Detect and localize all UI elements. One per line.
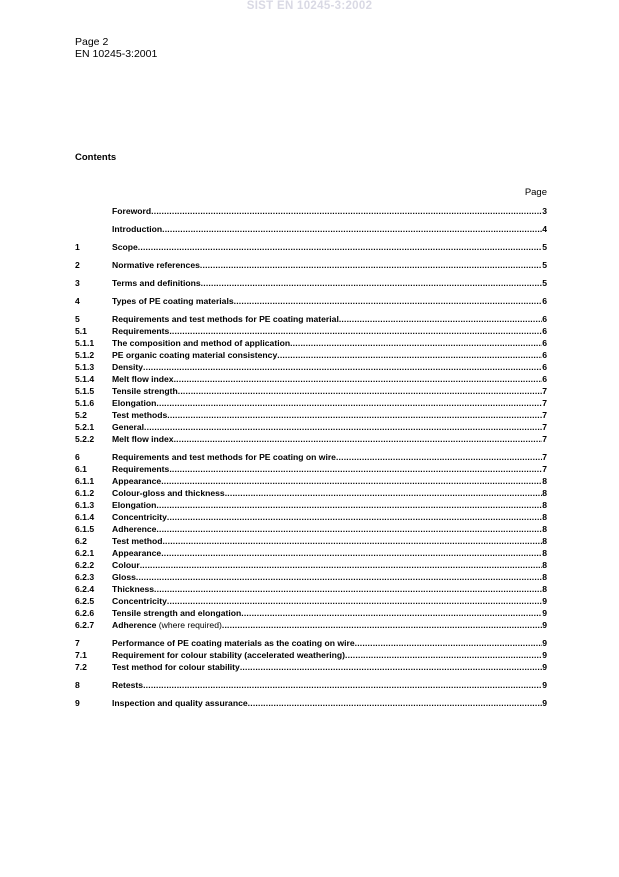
toc-entry-title: Melt flow index (112, 374, 174, 384)
toc-entry-title: Concentricity (112, 596, 167, 606)
toc-entry[interactable] (75, 421, 547, 433)
toc-entry[interactable] (75, 637, 547, 649)
watermark: SIST EN 10245-3:2002 (246, 0, 373, 12)
toc-entry-page: 8 (542, 476, 547, 486)
dot-leader (174, 433, 543, 445)
toc-entry-page: 7 (542, 464, 547, 474)
toc-entry-page: 9 (542, 650, 547, 660)
toc-entry-number: 5.1.2 (75, 350, 95, 360)
table-of-contents (75, 205, 547, 709)
toc-entry-page: 9 (542, 608, 547, 618)
dot-leader (136, 571, 542, 583)
toc-entry-number: 5.1.1 (75, 338, 95, 348)
toc-entry-number: 5.1.5 (75, 386, 95, 396)
dot-leader (355, 637, 543, 649)
toc-entry-title: Test methods (112, 410, 168, 420)
dot-leader (336, 451, 542, 463)
toc-entry-page: 6 (542, 362, 547, 372)
toc-entry-title: Density (112, 362, 144, 372)
page-number: Page 2 (75, 36, 109, 48)
toc-entry-page: 7 (542, 422, 547, 432)
dot-leader (156, 499, 542, 511)
toc-entry-page: 9 (542, 698, 547, 708)
toc-entry-number: 7.1 (75, 650, 87, 660)
toc-entry-number: 4 (75, 296, 80, 306)
toc-entry[interactable] (75, 583, 547, 595)
toc-entry[interactable] (75, 661, 547, 673)
toc-entry-number: 1 (75, 242, 80, 252)
toc-entry-number: 6.1.1 (75, 476, 95, 486)
toc-entry-title: Test method (112, 536, 163, 546)
toc-entry-title: Test method for colour stability (112, 662, 240, 672)
toc-entry-page: 9 (542, 680, 547, 690)
toc-entry-page: 7 (542, 386, 547, 396)
toc-entry[interactable] (75, 535, 547, 547)
toc-entry-number: 7 (75, 638, 80, 648)
toc-entry-number: 5.1.3 (75, 362, 95, 372)
toc-entry[interactable] (75, 451, 547, 463)
toc-entry-page: 5 (542, 242, 547, 252)
toc-entry[interactable] (75, 397, 547, 409)
toc-entry-title: The composition and method of application (112, 338, 291, 348)
toc-entry-number: 2 (75, 260, 80, 270)
toc-entry-number: 6 (75, 452, 80, 462)
toc-entry[interactable] (75, 511, 547, 523)
toc-entry-number: 6.2.3 (75, 572, 95, 582)
toc-entry-title: Performance of PE coating materials as the coating on wire (112, 638, 355, 648)
toc-entry-page: 7 (542, 410, 547, 420)
toc-entry-title: Introduction (112, 224, 163, 234)
dot-leader (240, 661, 542, 673)
toc-entry-number: 9 (75, 698, 80, 708)
toc-entry-page: 9 (542, 620, 547, 630)
dot-leader (169, 463, 542, 475)
toc-entry-page: 8 (542, 500, 547, 510)
toc-entry-page: 5 (542, 260, 547, 270)
dot-leader (154, 583, 542, 595)
toc-entry-title: Tensile strength (112, 386, 178, 396)
toc-entry[interactable] (75, 361, 547, 373)
dot-leader (167, 595, 542, 607)
toc-entry-title: Adherence (112, 524, 157, 534)
toc-entry-page: 7 (542, 398, 547, 408)
toc-entry-page: 8 (542, 548, 547, 558)
toc-entry[interactable] (75, 433, 547, 445)
toc-entry-title: Melt flow index (112, 434, 174, 444)
dot-leader (138, 241, 542, 253)
toc-entry-number: 5.2.2 (75, 434, 95, 444)
toc-entry[interactable] (75, 475, 547, 487)
toc-entry-title: Scope (112, 242, 138, 252)
toc-entry-number: 6.1.3 (75, 500, 95, 510)
toc-entry-title: Requirements and test methods for PE coating material (112, 314, 339, 324)
toc-entry[interactable] (75, 241, 547, 253)
toc-entry-number: 6.2.5 (75, 596, 95, 606)
dot-leader (234, 295, 543, 307)
toc-entry-title: Gloss (112, 572, 136, 582)
dot-leader (201, 277, 543, 289)
dot-leader (161, 475, 542, 487)
toc-entry-number: 6.1.5 (75, 524, 95, 534)
dot-leader (290, 337, 542, 349)
toc-entry-page: 6 (542, 296, 547, 306)
toc-entry-number: 6.2.7 (75, 620, 95, 630)
toc-entry-title: Requirements (112, 326, 170, 336)
dot-leader (167, 511, 542, 523)
toc-entry-title: Types of PE coating materials (112, 296, 234, 306)
toc-entry-number: 6.2 (75, 536, 87, 546)
toc-entry-page: 6 (542, 350, 547, 360)
toc-entry-page: 8 (542, 524, 547, 534)
toc-entry-number: 6.2.2 (75, 560, 95, 570)
toc-entry-title: Colour-gloss and thickness (112, 488, 225, 498)
toc-entry-number: 5.1.4 (75, 374, 95, 384)
toc-entry-number: 6.2.4 (75, 584, 95, 594)
toc-entry-page: 6 (542, 374, 547, 384)
toc-entry-page: 7 (542, 452, 547, 462)
toc-entry-page: 6 (542, 338, 547, 348)
toc-entry[interactable] (75, 649, 547, 661)
toc-entry-page: 8 (542, 584, 547, 594)
toc-entry-page: 9 (542, 638, 547, 648)
toc-entry[interactable] (75, 487, 547, 499)
dot-leader (162, 223, 542, 235)
toc-entry-title: Foreword (112, 206, 152, 216)
toc-entry-title: Retests (112, 680, 144, 690)
toc-entry[interactable] (75, 325, 547, 337)
toc-entry-page: 9 (542, 662, 547, 672)
dot-leader (169, 325, 542, 337)
dot-leader (174, 373, 543, 385)
toc-entry-title: Tensile strength and elongation (112, 608, 242, 618)
toc-entry[interactable] (75, 385, 547, 397)
toc-entry[interactable] (75, 523, 547, 535)
toc-entry[interactable] (75, 259, 547, 271)
toc-entry-number: 5.1 (75, 326, 87, 336)
dot-leader (339, 313, 542, 325)
toc-entry-number: 6.1.4 (75, 512, 95, 522)
dot-leader (200, 259, 542, 271)
toc-entry-page: 9 (542, 596, 547, 606)
toc-entry[interactable] (75, 547, 547, 559)
page-header (75, 36, 157, 60)
toc-entry-number: 5.1.6 (75, 398, 95, 408)
toc-entry-number: 6.2.1 (75, 548, 95, 558)
contents-heading: Contents (75, 152, 117, 163)
toc-entry-title: PE organic coating material consistency (112, 350, 278, 360)
toc-entry[interactable] (75, 679, 547, 691)
toc-entry-title: Concentricity (112, 512, 167, 522)
toc-entry-title: Requirement for colour stability (accelerated weathering) (112, 650, 346, 660)
toc-entry[interactable] (75, 463, 547, 475)
toc-entry-page: 3 (542, 206, 547, 216)
toc-entry-number: 7.2 (75, 662, 87, 672)
dot-leader (144, 421, 542, 433)
dot-leader (241, 607, 542, 619)
toc-entry[interactable] (75, 571, 547, 583)
document-id: EN 10245-3:2001 (75, 48, 158, 60)
toc-entry-title: Appearance (112, 476, 162, 486)
toc-entry[interactable] (75, 409, 547, 421)
toc-entry-title: Requirements (112, 464, 170, 474)
dot-leader (151, 205, 542, 217)
toc-entry-title: Elongation (112, 398, 157, 408)
toc-entry[interactable] (75, 349, 547, 361)
toc-entry-page: 5 (542, 278, 547, 288)
dot-leader (167, 409, 542, 421)
dot-leader (277, 349, 542, 361)
toc-entry-title: Appearance (112, 548, 162, 558)
page-column-label: Page (524, 187, 547, 198)
dot-leader (140, 559, 543, 571)
dot-leader (156, 523, 542, 535)
toc-entry-page: 8 (542, 536, 547, 546)
toc-entry-page: 4 (542, 224, 547, 234)
toc-entry-title: General (112, 422, 145, 432)
toc-entry[interactable] (75, 499, 547, 511)
toc-entry-number: 3 (75, 278, 80, 288)
toc-entry[interactable] (75, 337, 547, 349)
toc-entry-title: Inspection and quality assurance (112, 698, 248, 708)
toc-entry-title: Adherence (where required) (112, 620, 222, 630)
toc-entry[interactable] (75, 373, 547, 385)
toc-entry-title: Requirements and test methods for PE coating on wire (112, 452, 336, 462)
dot-leader (178, 385, 542, 397)
dot-leader (248, 697, 543, 709)
toc-entry-number: 5 (75, 314, 80, 324)
toc-entry[interactable] (75, 595, 547, 607)
toc-entry-number: 5.2.1 (75, 422, 95, 432)
toc-entry-title: Thickness (112, 584, 155, 594)
toc-entry[interactable] (75, 205, 547, 217)
toc-entry-number: 6.1 (75, 464, 87, 474)
toc-entry-title: Colour (112, 560, 140, 570)
toc-entry-title: Terms and definitions (112, 278, 201, 288)
toc-entry-page: 8 (542, 572, 547, 582)
toc-entry-page: 6 (542, 314, 547, 324)
toc-entry[interactable] (75, 559, 547, 571)
toc-entry-page: 8 (542, 560, 547, 570)
toc-entry-page: 8 (542, 512, 547, 522)
dot-leader (143, 361, 542, 373)
toc-entry-number: 8 (75, 680, 80, 690)
toc-entry-title: Normative references (112, 260, 200, 270)
toc-entry-number: 5.2 (75, 410, 87, 420)
toc-entry-page: 6 (542, 326, 547, 336)
toc-entry[interactable] (75, 313, 547, 325)
dot-leader (162, 535, 542, 547)
toc-entry[interactable] (75, 619, 547, 631)
toc-entry[interactable] (75, 697, 547, 709)
toc-entry-number: 6.1.2 (75, 488, 95, 498)
toc-entry-page: 7 (542, 434, 547, 444)
toc-entry-note: (where required) (156, 620, 222, 630)
toc-entry-number: 6.2.6 (75, 608, 95, 618)
dot-leader (345, 649, 542, 661)
toc-entry[interactable] (75, 607, 547, 619)
toc-entry[interactable] (75, 277, 547, 289)
toc-entry-page: 8 (542, 488, 547, 498)
dot-leader (143, 679, 542, 691)
toc-entry[interactable] (75, 295, 547, 307)
toc-entry[interactable] (75, 223, 547, 235)
dot-leader (225, 487, 543, 499)
toc-entry-title: Elongation (112, 500, 157, 510)
dot-leader (156, 397, 542, 409)
dot-leader (161, 547, 542, 559)
dot-leader (222, 619, 542, 631)
